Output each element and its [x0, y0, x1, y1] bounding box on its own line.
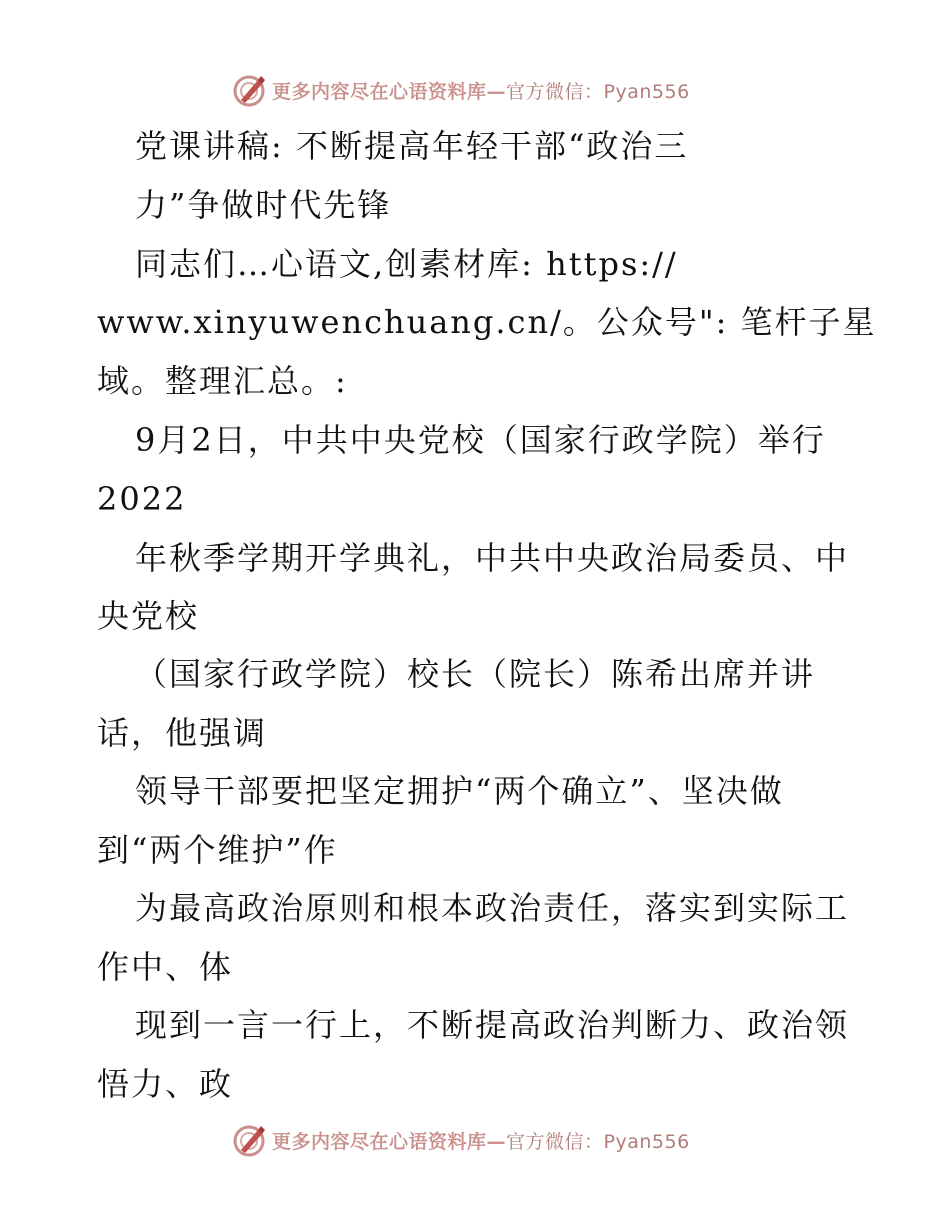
doc-title-line-1: 党课讲稿: 不断提高年轻干部“政治三: [135, 127, 689, 165]
doc-text-line: 话，他强调: [97, 714, 268, 752]
doc-text-line: 年秋季学期开学典礼，中共中央政治局委员、中: [135, 539, 850, 577]
doc-text-line: 9月2日，中共中央党校（国家行政学院）举行: [135, 421, 826, 459]
pen-circle-logo-icon: [232, 72, 268, 108]
doc-text-line: 作中、体: [97, 948, 234, 986]
watermark-text: 更多内容尽在心语资料库—官方微信：Pyan556: [272, 1130, 690, 1153]
watermark-text: 更多内容尽在心语资料库—官方微信：Pyan556: [272, 80, 690, 103]
doc-text-line: 现到一言一行上，不断提高政治判断力、政治领: [135, 1006, 850, 1044]
watermark-banner-top: [232, 70, 690, 110]
doc-text-line: 同志们…心语文,创素材库: https://: [135, 245, 678, 283]
pen-circle-logo-icon: [232, 1122, 268, 1158]
doc-text-line: 央党校: [97, 597, 200, 635]
watermark-wechat: 官方微信：Pyan556: [506, 1130, 690, 1153]
doc-text-line: 悟力、政: [97, 1065, 234, 1103]
doc-text-line: 2022: [97, 480, 187, 518]
watermark-banner-bottom: [232, 1120, 690, 1160]
doc-text-line: www.xinyuwenchuang.cn/。公众号": 笔杆子星: [97, 303, 877, 341]
doc-text-line: （国家行政学院）校长（院长）陈希出席并讲: [135, 655, 816, 693]
doc-text-line: 为最高政治原则和根本政治责任，落实到实际工: [135, 889, 850, 927]
watermark-wechat: 官方微信：Pyan556: [506, 80, 690, 103]
doc-text-line: 领导干部要把坚定拥护“两个确立”、坚决做: [135, 772, 784, 810]
doc-text-line: 域。整理汇总。:: [97, 362, 348, 400]
doc-text-line: 到“两个维护”作: [97, 831, 338, 869]
doc-title-line-2: 力”争做时代先锋: [135, 186, 392, 224]
